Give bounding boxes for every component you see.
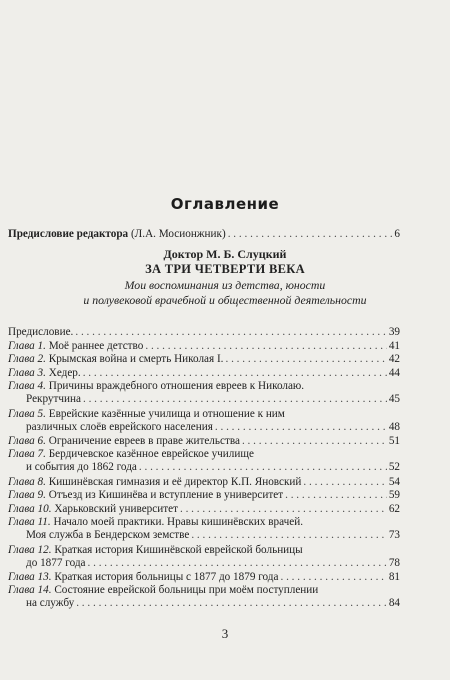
chapter-label: Глава 6.	[8, 434, 46, 447]
chapter-page: 42	[388, 353, 400, 366]
toc-entry	[8, 489, 400, 502]
chapter-title: Кишинёвская гимназия и её директор К.П. Яновский	[48, 475, 302, 488]
leader-dots	[228, 228, 393, 241]
toc-preface-entry	[8, 228, 400, 241]
toc-entry	[8, 380, 400, 406]
toc-entry	[8, 448, 400, 474]
leader-dots	[191, 529, 386, 542]
chapter-label: Глава 3.	[8, 366, 46, 379]
chapter-label: Глава 14.	[8, 584, 52, 597]
preface-editor: (Л.А. Мосионжник)	[130, 228, 226, 240]
chapter-label: Глава 1.	[8, 339, 46, 352]
chapter-label: Глава 7.	[8, 448, 46, 461]
chapter-page: 62	[388, 502, 400, 515]
toc-entry	[8, 584, 400, 610]
leader-dots	[83, 367, 387, 380]
chapter-title: Краткая история больницы с 1877 до 1879 года	[54, 570, 279, 583]
chapter-page: 84	[388, 597, 400, 610]
leader-dots	[280, 571, 386, 584]
chapter-page: 81	[388, 570, 400, 583]
chapter-label: Глава 9.	[8, 489, 46, 502]
chapter-page: 39	[388, 326, 400, 338]
leader-dots	[242, 435, 387, 448]
chapter-title: Причины враждебного отношения евреев к Николаю.	[48, 380, 305, 393]
toc-entry	[8, 571, 400, 584]
chapter-title: Отъезд из Кишинёва и вступление в университет	[48, 489, 284, 502]
chapter-title: Моё раннее детство	[48, 339, 144, 352]
leader-dots	[225, 353, 386, 366]
chapter-title: Ограничение евреев в праве жительства	[48, 434, 240, 447]
chapter-label: Глава 4.	[8, 380, 46, 393]
chapter-title: Крымская война и смерть Николая I.	[48, 353, 224, 366]
chapter-title: различных слоёв еврейского населения	[26, 420, 213, 433]
chapter-page: 44	[388, 366, 400, 379]
chapter-title: на службу	[26, 597, 75, 610]
toc-entry	[8, 516, 400, 542]
chapter-page: 52	[388, 461, 400, 474]
toc-entry	[8, 353, 400, 366]
book-author: Доктор М. Б. Слуцкий	[163, 247, 287, 261]
chapter-label: Глава 8.	[8, 475, 46, 488]
chapter-page: 59	[388, 489, 400, 502]
chapter-title: Хедер.	[48, 366, 81, 379]
chapter-page: 78	[388, 556, 400, 569]
chapter-page: 45	[388, 393, 400, 406]
toc-entry	[8, 326, 400, 339]
leader-dots	[76, 597, 387, 610]
chapter-label: Глава 11.	[8, 516, 51, 529]
chapter-label: Глава 10.	[8, 502, 52, 515]
toc-heading: Оглавление	[170, 195, 280, 213]
toc-entry	[8, 435, 400, 448]
leader-dots	[83, 393, 387, 406]
chapter-title: Состояние еврейской больницы при моём поступлении	[54, 584, 319, 597]
toc-entry	[8, 367, 400, 380]
leader-dots	[88, 557, 387, 570]
preface-title: Предисловие редактора	[8, 228, 129, 240]
chapter-label: Глава 12.	[8, 543, 52, 556]
chapter-label: Глава 13.	[8, 570, 52, 583]
leader-dots	[75, 326, 386, 339]
leader-dots	[303, 476, 386, 489]
chapter-page: 51	[388, 434, 400, 447]
chapter-title: Харьковский университет	[54, 502, 178, 515]
leader-dots	[180, 503, 387, 516]
chapter-title: Еврейские казённые училища и отношение к ним	[48, 407, 285, 420]
chapter-title: Моя служба в Бендерском земстве	[26, 529, 190, 542]
leader-dots	[285, 489, 387, 502]
chapter-title: Краткая история Кишинёвской еврейской больницы	[54, 543, 303, 556]
chapter-page: 41	[388, 339, 400, 352]
toc-entry	[8, 503, 400, 516]
toc-entry	[8, 476, 400, 489]
toc-entry	[8, 408, 400, 434]
chapter-title: Начало моей практики. Нравы кишинёвских врачей.	[53, 516, 304, 529]
chapter-title: Бердичевское казённое еврейское училище	[48, 448, 254, 461]
chapter-label: Глава 2.	[8, 353, 46, 366]
leader-dots	[145, 340, 386, 353]
chapter-page: 48	[388, 420, 400, 433]
book-title: ЗА ТРИ ЧЕТВЕРТИ ВЕКА	[145, 262, 305, 276]
page-number: 3	[221, 626, 229, 641]
subtitle-line-2: и полувековой врачебной и общественной деятельности	[83, 293, 367, 307]
leader-dots	[139, 461, 387, 474]
chapter-page: 54	[388, 475, 400, 488]
chapter-title: Рекрутчина	[26, 393, 81, 406]
preface-page: 6	[394, 228, 400, 240]
toc-entry	[8, 544, 400, 570]
chapter-label: Глава 5.	[8, 407, 46, 420]
book-subtitle	[0, 278, 450, 308]
toc-entry	[8, 340, 400, 353]
chapter-title: Предисловие.	[8, 326, 74, 338]
subtitle-line-1: Мои воспоминания из детства, юности	[124, 278, 326, 292]
chapter-page: 73	[388, 529, 400, 542]
chapter-title: и события до 1862 года	[26, 461, 137, 474]
leader-dots	[215, 421, 387, 434]
chapter-title: до 1877 года	[26, 556, 86, 569]
